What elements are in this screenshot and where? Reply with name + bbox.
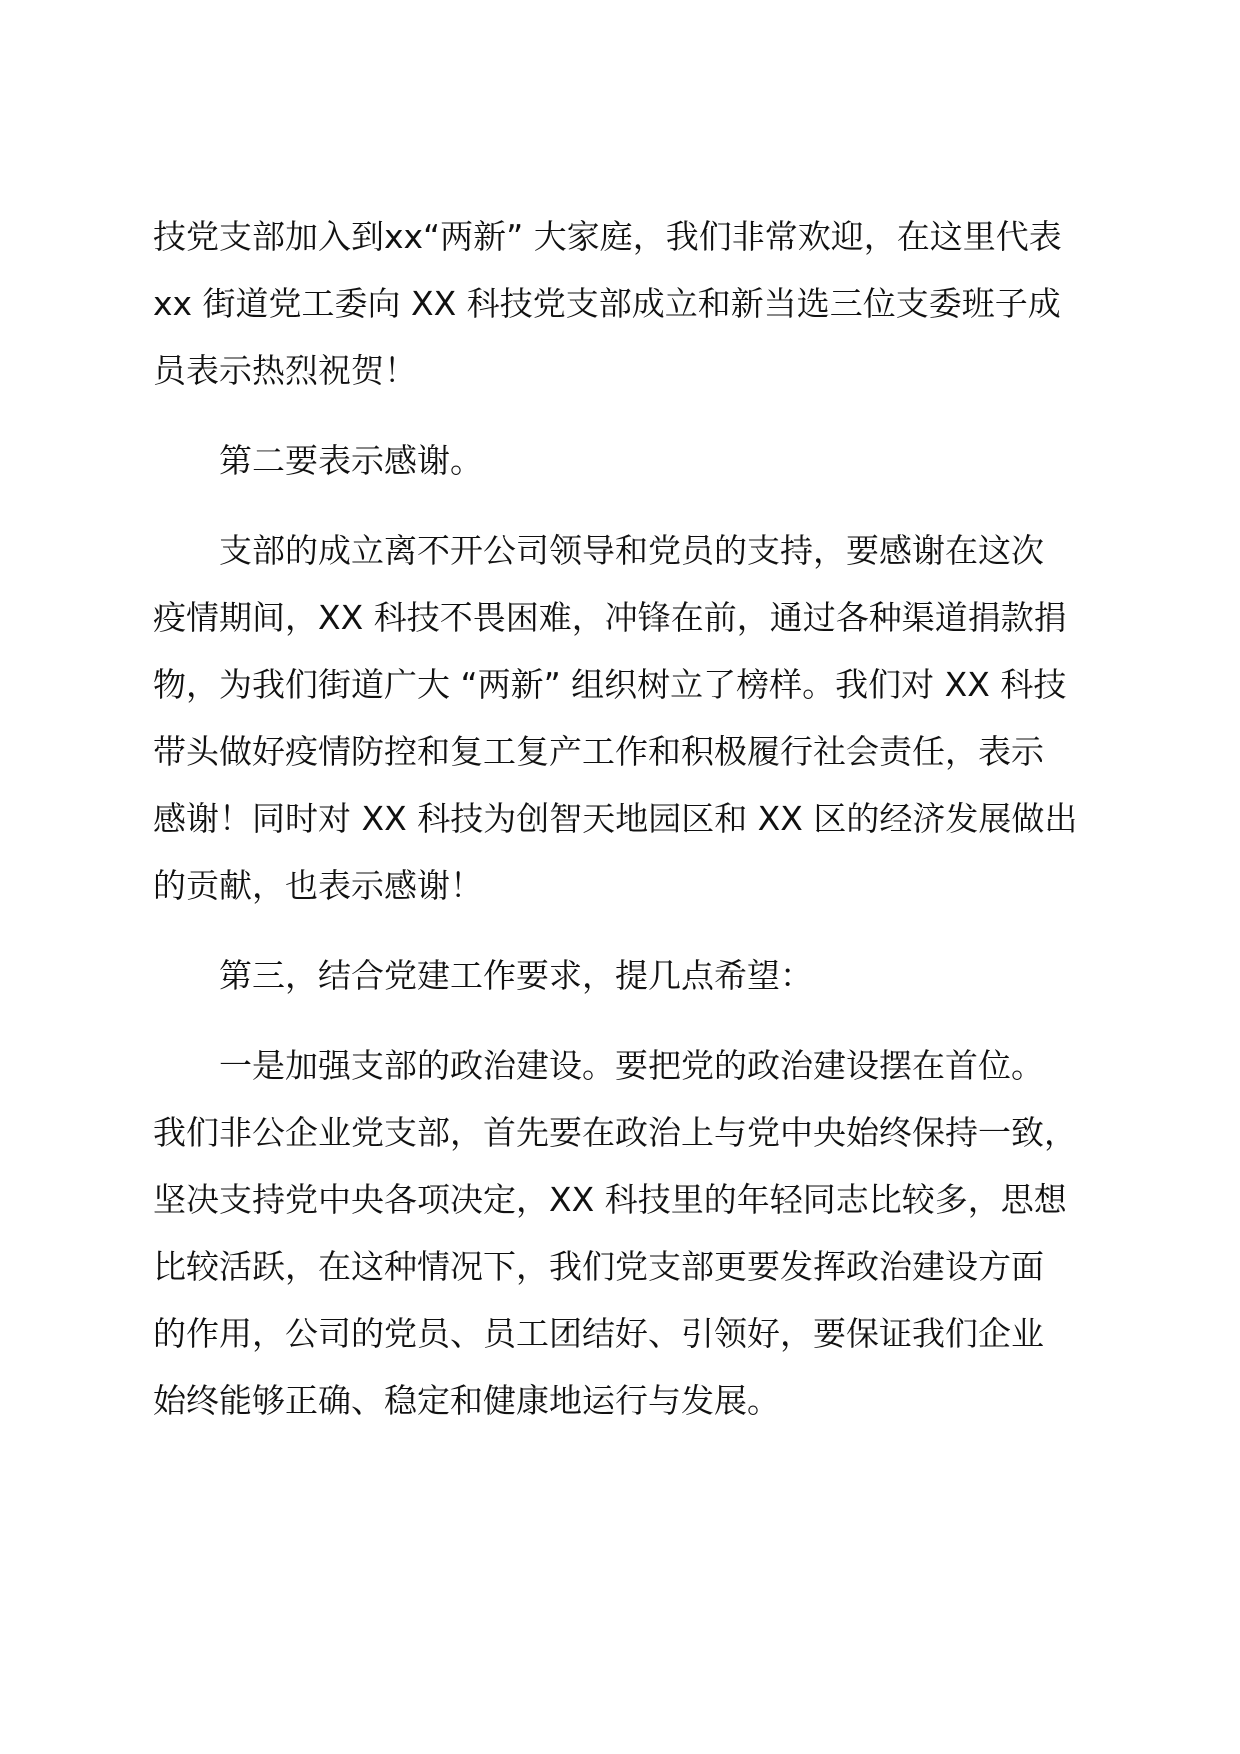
text-line: 第三，结合党建工作要求，提几点希望： <box>219 956 813 995</box>
text-line: 带头做好疫情防控和复工复产工作和积极履行社会责任，表示 <box>153 732 1044 771</box>
text-line: 感谢！同时对 XX 科技为创智天地园区和 XX 区的经济发展做出 <box>153 799 1078 838</box>
text-line: 始终能够正确、稳定和健康地运行与发展。 <box>153 1381 780 1420</box>
text-line: 比较活跃，在这种情况下，我们党支部更要发挥政治建设方面 <box>153 1247 1044 1286</box>
text-line: 员表示热烈祝贺！ <box>153 351 417 390</box>
text-line: 坚决支持党中央各项决定，XX 科技里的年轻同志比较多，思想 <box>153 1180 1067 1219</box>
text-line: 的贡献，也表示感谢！ <box>153 866 483 905</box>
text-line: 我们非公企业党支部，首先要在政治上与党中央始终保持一致， <box>153 1113 1077 1152</box>
paragraph-second-heading <box>153 427 1093 494</box>
document-body <box>153 203 1093 1434</box>
paragraph-congratulations <box>153 203 1093 404</box>
text-line: 的作用，公司的党员、员工团结好、引领好，要保证我们企业 <box>153 1314 1044 1353</box>
text-line: 支部的成立离不开公司领导和党员的支持，要感谢在这次 <box>219 531 1044 570</box>
paragraph-thanks <box>153 517 1093 919</box>
paragraph-third-heading <box>153 942 1093 1009</box>
text-line: 疫情期间，XX 科技不畏困难，冲锋在前，通过各种渠道捐款捐 <box>153 598 1067 637</box>
text-line: 一是加强支部的政治建设。要把党的政治建设摆在首位。 <box>219 1046 1044 1085</box>
text-line: 技党支部加入到xx“两新” 大家庭，我们非常欢迎，在这里代表 <box>153 217 1062 256</box>
paragraph-political-building <box>153 1032 1093 1434</box>
text-line: 第二要表示感谢。 <box>219 441 483 480</box>
text-line: xx 街道党工委向 XX 科技党支部成立和新当选三位支委班子成 <box>153 284 1061 323</box>
text-line: 物，为我们街道广大 “两新” 组织树立了榜样。我们对 XX 科技 <box>153 665 1067 704</box>
